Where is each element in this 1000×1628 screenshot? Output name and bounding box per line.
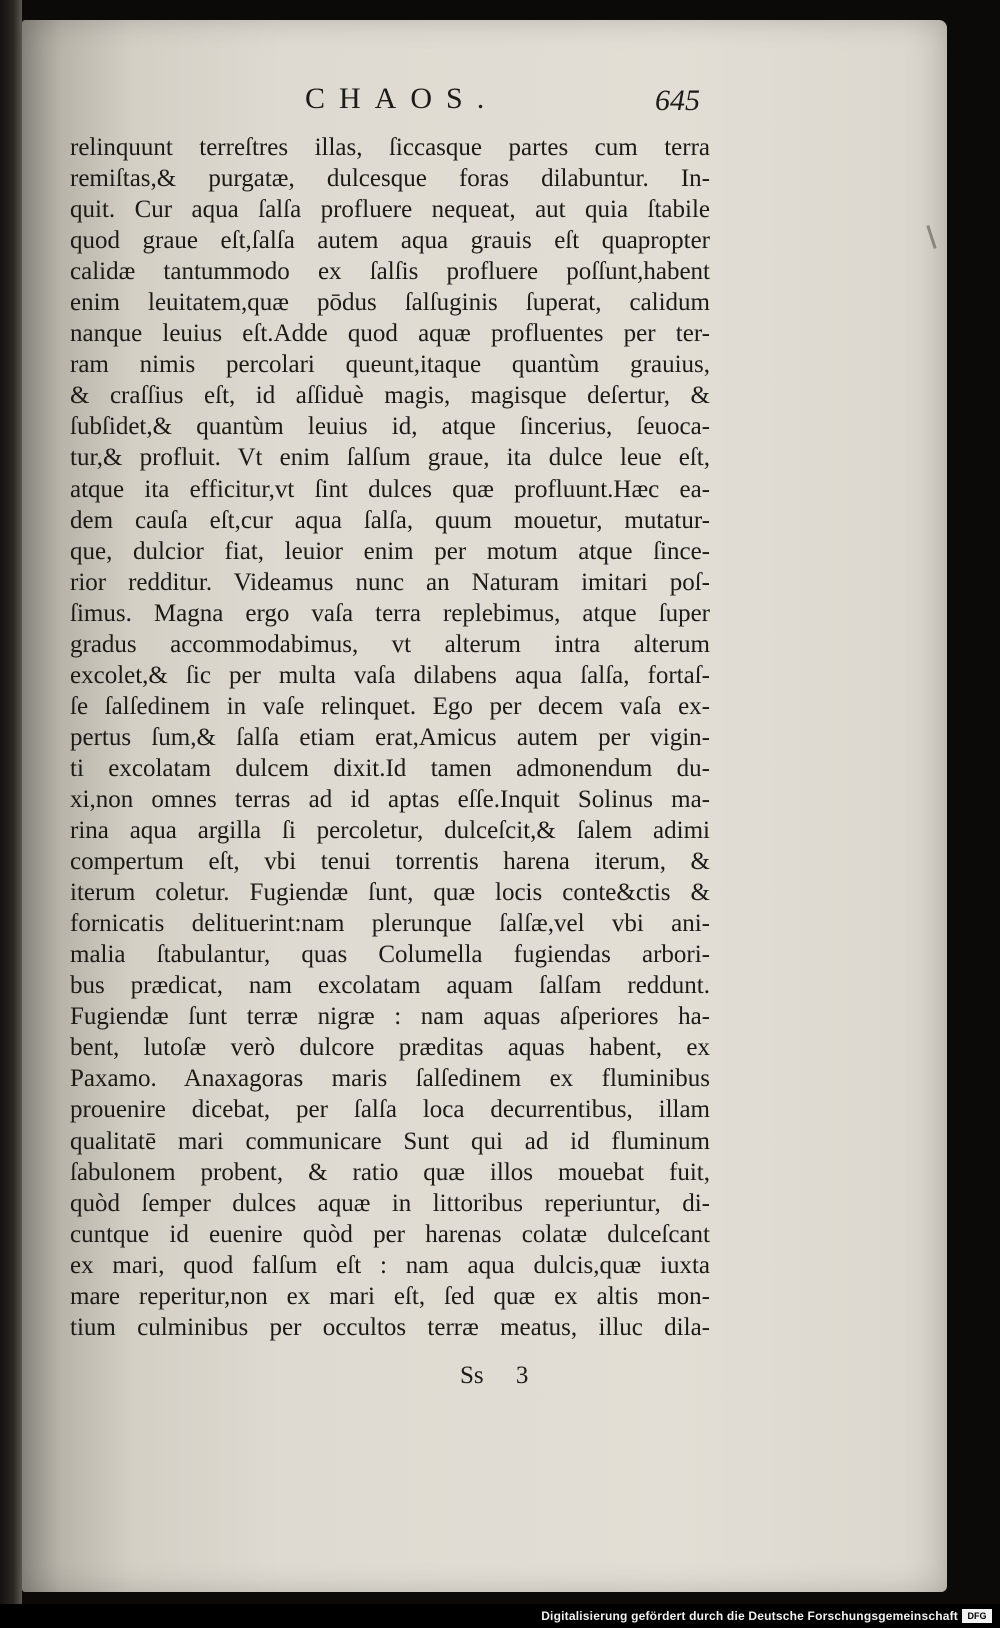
- text-line: tur,& profluit. Vt enim ſalſum graue, ita dulce leue eſt,: [70, 444, 710, 472]
- text-line: ram nimis percolari queunt,itaque quantùm grauius,: [70, 351, 710, 379]
- dfg-logo-icon: DFG: [962, 1609, 992, 1623]
- text-line: Fugiendæ ſunt terræ nigræ : nam aquas aſperiores ha-: [70, 1003, 710, 1031]
- text-line: & craſſius eſt, id aſſiduè magis, magisque deſertur, &: [70, 382, 710, 410]
- text-line: excolet,& ſic per multa vaſa dilabens aqua ſalſa, fortaſ-: [70, 661, 710, 689]
- text-line: que, dulcior fiat, leuior enim per motum atque ſince-: [70, 537, 710, 565]
- text-line: iterum coletur. Fugiendæ ſunt, quæ locis conte&ctis &: [70, 879, 710, 907]
- text-line: relinquunt terreſtres illas, ſiccasque partes cum terra: [70, 134, 710, 161]
- text-line: xi,non omnes terras ad id aptas eſſe.Inquit Solinus ma-: [70, 785, 710, 813]
- text-line: compertum eſt, vbi tenui torrentis harena iterum, &: [70, 848, 710, 876]
- text-line: Paxamo. Anaxagoras maris ſalſedinem ex fluminibus: [70, 1065, 710, 1093]
- text-line: malia ſtabulantur, quas Columella fugiendas arbori-: [70, 941, 710, 969]
- text-line: pertus ſum,& ſalſa etiam erat,Amicus autem per vigin-: [70, 723, 710, 751]
- text-line: prouenire dicebat, per ſalſa loca decurrentibus, illam: [70, 1096, 710, 1124]
- text-line: fornicatis delituerint:nam plerunque ſalſæ,vel vbi ani-: [70, 910, 710, 938]
- funding-credit: Digitalisierung gefördert durch die Deutsche Forschungsgemeinschaft: [541, 1609, 958, 1623]
- text-line: qualitatē mari communicare Sunt qui ad id fluminum: [70, 1127, 710, 1155]
- text-line: ti excolatam dulcem dixit.Id tamen admonendum du-: [70, 754, 710, 782]
- text-line: ſabulonem probent, & ratio quæ illos mouebat fuit,: [70, 1158, 710, 1186]
- digitization-footer: [0, 1604, 1000, 1628]
- text-line: atque ita efficitur,vt ſint dulces quæ profluunt.Hæc ea-: [70, 475, 710, 503]
- text-line: remiſtas,& purgatæ, dulcesque foras dilabuntur. In-: [70, 165, 710, 193]
- book-binding-edge: [0, 0, 22, 1628]
- text-line: quòd ſemper dulces aquæ in littoribus reperiuntur, di-: [70, 1189, 710, 1217]
- text-line: bent, lutoſæ verò dulcore præditas aquas habent, ex: [70, 1034, 710, 1062]
- text-line: enim leuitatem,quæ pōdus ſalſuginis ſuperat, calidum: [70, 289, 710, 317]
- text-line: ſimus. Magna ergo vaſa terra replebimus, atque ſuper: [70, 599, 710, 627]
- text-line: ſe ſalſedinem in vaſe relinquet. Ego per decem vaſa ex-: [70, 692, 710, 720]
- text-line: tium culminibus per occultos terræ meatus, illuc dila-: [70, 1313, 710, 1341]
- text-line: mare reperitur,non ex mari eſt, ſed quæ ex altis mon-: [70, 1282, 710, 1310]
- text-line: ex mari, quod falſum eſt : nam aqua dulcis,quæ iuxta: [70, 1251, 710, 1279]
- text-line: rior redditur. Videamus nunc an Naturam imitari poſ-: [70, 568, 710, 596]
- text-line: nanque leuius eſt.Adde quod aquæ profluentes per ter-: [70, 320, 710, 348]
- running-title: CHAOS.: [305, 82, 499, 115]
- text-line: rina aqua argilla ſi percoletur, dulceſcit,& ſalem adimi: [70, 817, 710, 845]
- text-line: quod graue eſt,ſalſa autem aqua grauis eſt quapropter: [70, 227, 710, 255]
- text-line: dem cauſa eſt,cur aqua ſalſa, quum mouetur, mutatur-: [70, 506, 710, 534]
- body-text: [70, 132, 710, 1343]
- text-line: bus prædicat, nam excolatam aquam ſalſam reddunt.: [70, 972, 710, 1000]
- text-line: quit. Cur aqua ſalſa profluere nequeat, aut quia ſtabile: [70, 196, 710, 224]
- text-line: calidæ tantummodo ex ſalſis profluere poſſunt,habent: [70, 258, 710, 286]
- signature-mark: Ss 3: [460, 1362, 529, 1389]
- text-line: gradus accommodabimus, vt alterum intra alterum: [70, 630, 710, 658]
- text-line: cuntque id euenire quòd per harenas colatæ dulceſcant: [70, 1220, 710, 1248]
- text-line: ſubſidet,& quantùm leuius id, atque ſincerius, ſeuoca-: [70, 413, 710, 441]
- page-number: 645: [655, 84, 700, 117]
